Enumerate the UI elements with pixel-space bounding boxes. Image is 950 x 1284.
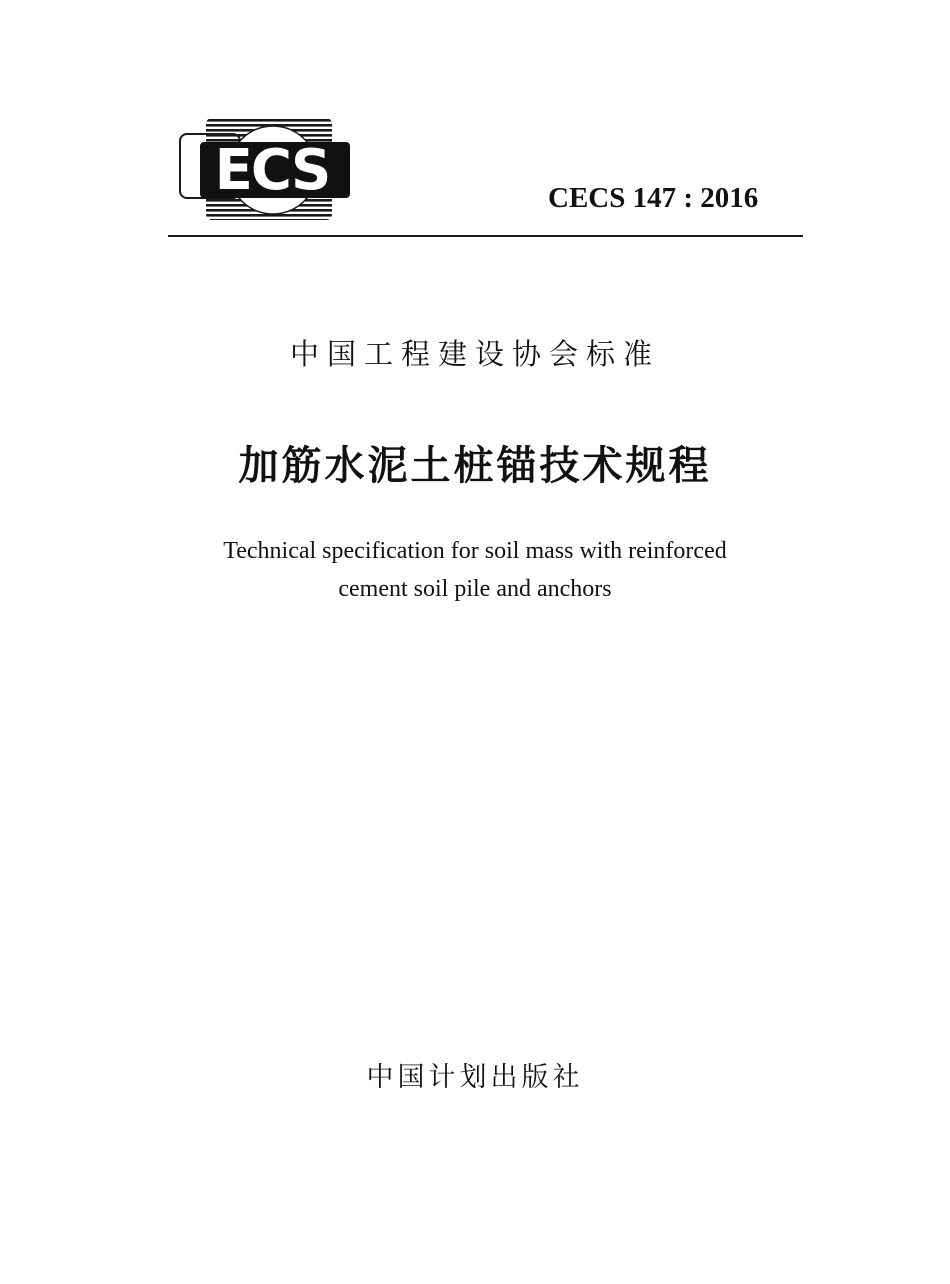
english-title <box>150 532 800 608</box>
header-divider <box>168 235 803 237</box>
association-name: 中国工程建设协会标准 <box>289 337 660 371</box>
logo-lettering: ECS <box>214 138 330 203</box>
ecs-logo-icon <box>178 114 350 224</box>
english-title-line-2: cement soil pile and anchors <box>338 576 612 602</box>
standard-code: CECS 147 : 2016 <box>548 182 759 214</box>
english-title-line-1: Technical specification for soil mass with reinforced <box>223 538 727 564</box>
publisher-name: 中国计划出版社 <box>366 1062 584 1093</box>
chinese-title: 加筋水泥土桩锚技术规程 <box>238 443 712 489</box>
